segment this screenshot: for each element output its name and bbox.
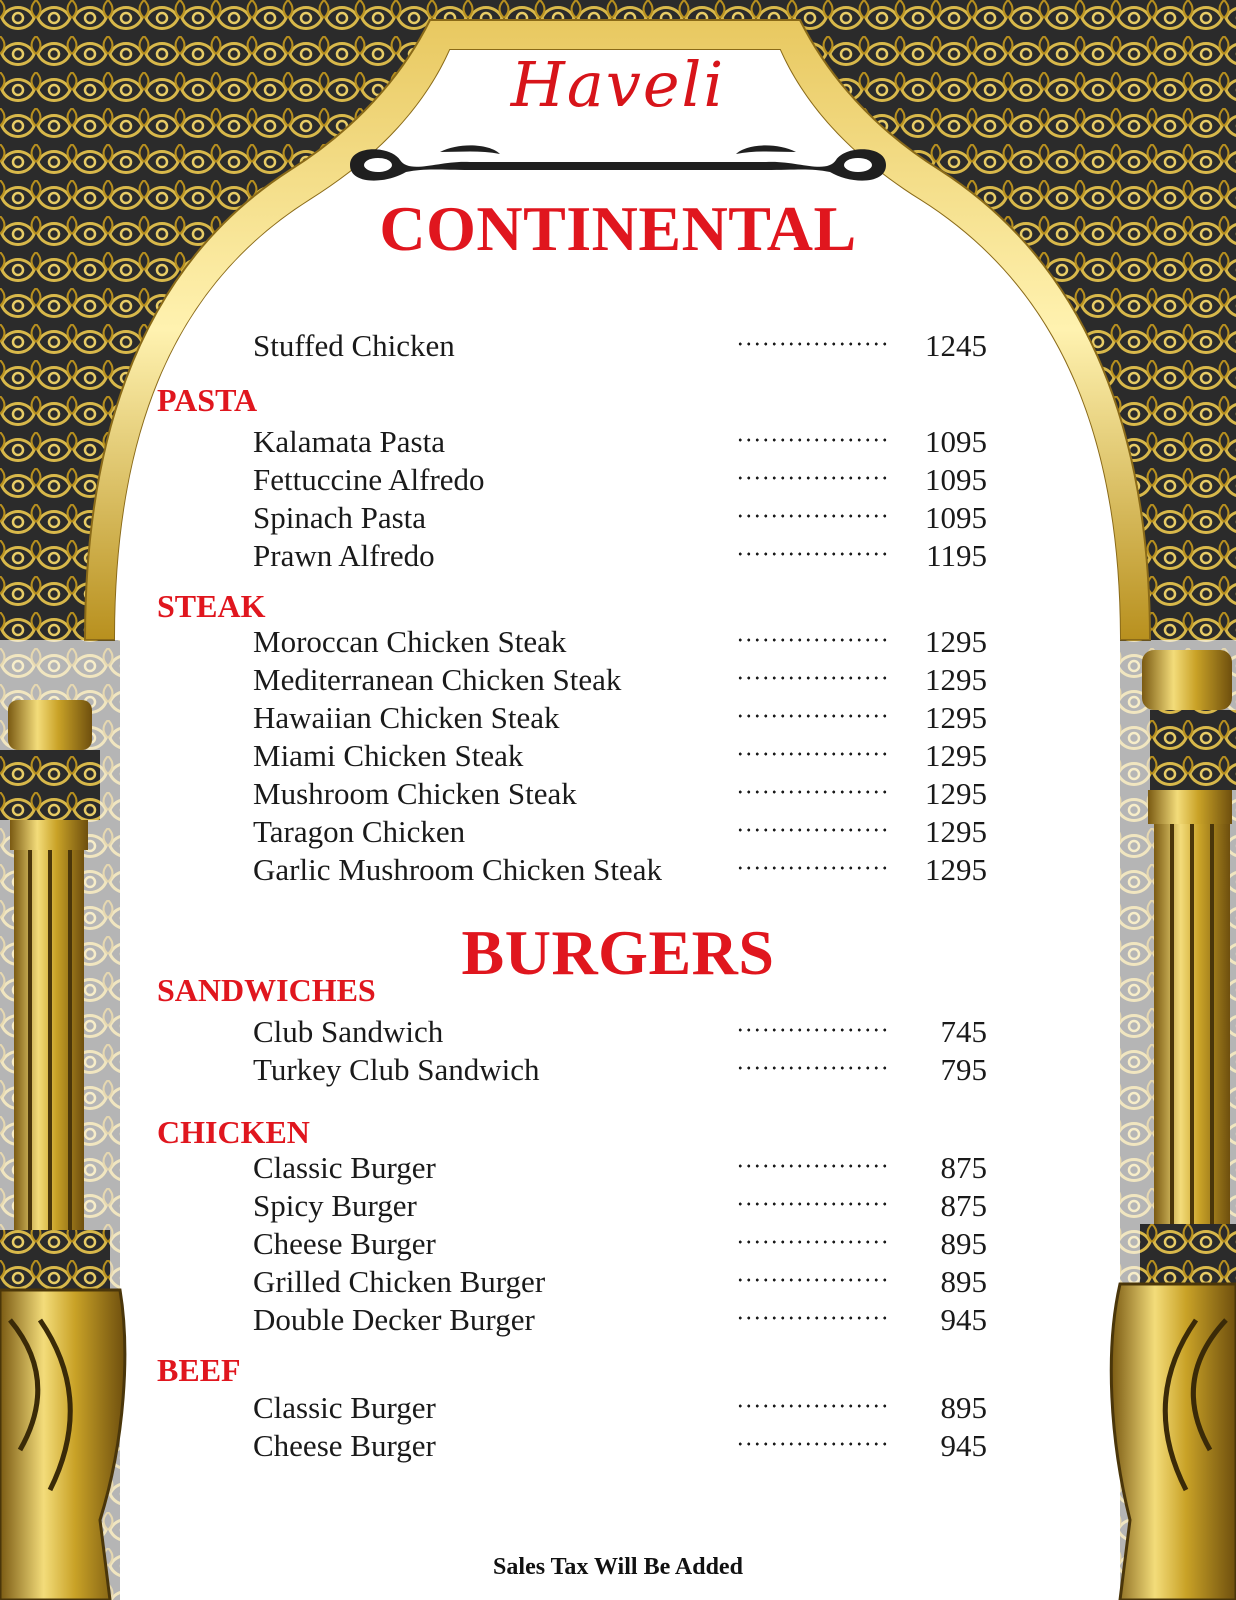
footer-note: Sales Tax Will Be Added	[493, 1554, 743, 1580]
item-name: Spinach Pasta	[253, 500, 427, 535]
dot-leader	[736, 1278, 888, 1282]
item-name: Turkey Club Sandwich	[253, 1052, 540, 1087]
dot-leader	[736, 476, 888, 480]
item-price: 895	[940, 1264, 987, 1299]
dot-leader	[736, 438, 888, 442]
menu-item	[253, 500, 987, 536]
category-chicken: CHICKEN	[157, 1114, 310, 1150]
category-steak: STEAK	[157, 588, 266, 624]
menu-item	[253, 1150, 987, 1186]
item-price: 1295	[925, 700, 987, 735]
item-name: Classic Burger	[253, 1390, 436, 1425]
menu-item	[253, 1188, 987, 1224]
dot-leader	[736, 828, 888, 832]
decorative-flourish	[330, 140, 906, 190]
item-name: Classic Burger	[253, 1150, 436, 1185]
menu-item	[253, 814, 987, 850]
item-name: Cheese Burger	[253, 1226, 436, 1261]
dot-leader	[736, 552, 888, 556]
dot-leader	[736, 638, 888, 642]
item-name: Hawaiian Chicken Steak	[253, 700, 560, 735]
item-price: 1295	[925, 814, 987, 849]
item-name: Double Decker Burger	[253, 1302, 535, 1337]
item-name: Taragon Chicken	[253, 814, 466, 849]
menu-item	[253, 738, 987, 774]
dot-leader	[736, 676, 888, 680]
category-beef: BEEF	[157, 1352, 241, 1388]
dot-leader	[736, 1028, 888, 1032]
menu-item	[253, 538, 987, 574]
menu-item	[253, 1390, 987, 1426]
item-name: Stuffed Chicken	[253, 328, 455, 363]
dot-leader	[736, 1316, 888, 1320]
dot-leader	[736, 752, 888, 756]
menu-item	[253, 1226, 987, 1262]
dot-leader	[736, 1240, 888, 1244]
item-price: 895	[940, 1226, 987, 1261]
item-price: 795	[940, 1052, 987, 1087]
dot-leader	[736, 1442, 888, 1446]
item-name: Club Sandwich	[253, 1014, 444, 1049]
menu-item	[253, 462, 987, 498]
item-price: 1295	[925, 852, 987, 887]
item-name: Prawn Alfredo	[253, 538, 435, 573]
menu-item	[253, 776, 987, 812]
item-name: Cheese Burger	[253, 1428, 436, 1463]
item-price: 945	[940, 1428, 987, 1463]
haveli-logo: Haveli	[510, 48, 726, 121]
category-sandwiches: SANDWICHES	[157, 972, 376, 1008]
menu-item	[253, 1052, 987, 1088]
item-name: Garlic Mushroom Chicken Steak	[253, 852, 662, 887]
item-price: 1295	[925, 776, 987, 811]
dot-leader	[736, 866, 888, 870]
dot-leader	[736, 1066, 888, 1070]
item-price: 895	[940, 1390, 987, 1425]
category-pasta: PASTA	[157, 382, 258, 418]
item-price: 1095	[925, 500, 987, 535]
dot-leader	[736, 1202, 888, 1206]
menu-item	[253, 1302, 987, 1338]
item-price: 1295	[925, 662, 987, 697]
dot-leader	[736, 342, 888, 346]
menu-item	[253, 1264, 987, 1300]
item-price: 875	[940, 1150, 987, 1185]
section-title-burgers: BURGERS	[461, 917, 775, 988]
menu-item	[253, 424, 987, 460]
menu-item	[253, 662, 987, 698]
item-name: Spicy Burger	[253, 1188, 417, 1223]
item-price: 745	[940, 1014, 987, 1049]
item-price: 1095	[925, 462, 987, 497]
dot-leader	[736, 790, 888, 794]
item-name: Mushroom Chicken Steak	[253, 776, 577, 811]
item-price: 1095	[925, 424, 987, 459]
menu-item	[253, 328, 987, 364]
menu-item	[253, 852, 987, 888]
section-title-continental: CONTINENTAL	[379, 193, 857, 264]
menu-item	[253, 700, 987, 736]
dot-leader	[736, 714, 888, 718]
menu-item	[253, 1428, 987, 1464]
item-name: Kalamata Pasta	[253, 424, 445, 459]
item-price: 1245	[925, 328, 987, 363]
dot-leader	[736, 1164, 888, 1168]
item-name: Fettuccine Alfredo	[253, 462, 485, 497]
item-price: 1295	[925, 738, 987, 773]
item-price: 945	[940, 1302, 987, 1337]
menu-item	[253, 624, 987, 660]
dot-leader	[736, 1404, 888, 1408]
item-price: 875	[940, 1188, 987, 1223]
item-name: Mediterranean Chicken Steak	[253, 662, 622, 697]
item-name: Miami Chicken Steak	[253, 738, 524, 773]
item-price: 1195	[926, 538, 987, 573]
dot-leader	[736, 514, 888, 518]
item-name: Moroccan Chicken Steak	[253, 624, 567, 659]
menu-item	[253, 1014, 987, 1050]
item-price: 1295	[925, 624, 987, 659]
item-name: Grilled Chicken Burger	[253, 1264, 546, 1299]
